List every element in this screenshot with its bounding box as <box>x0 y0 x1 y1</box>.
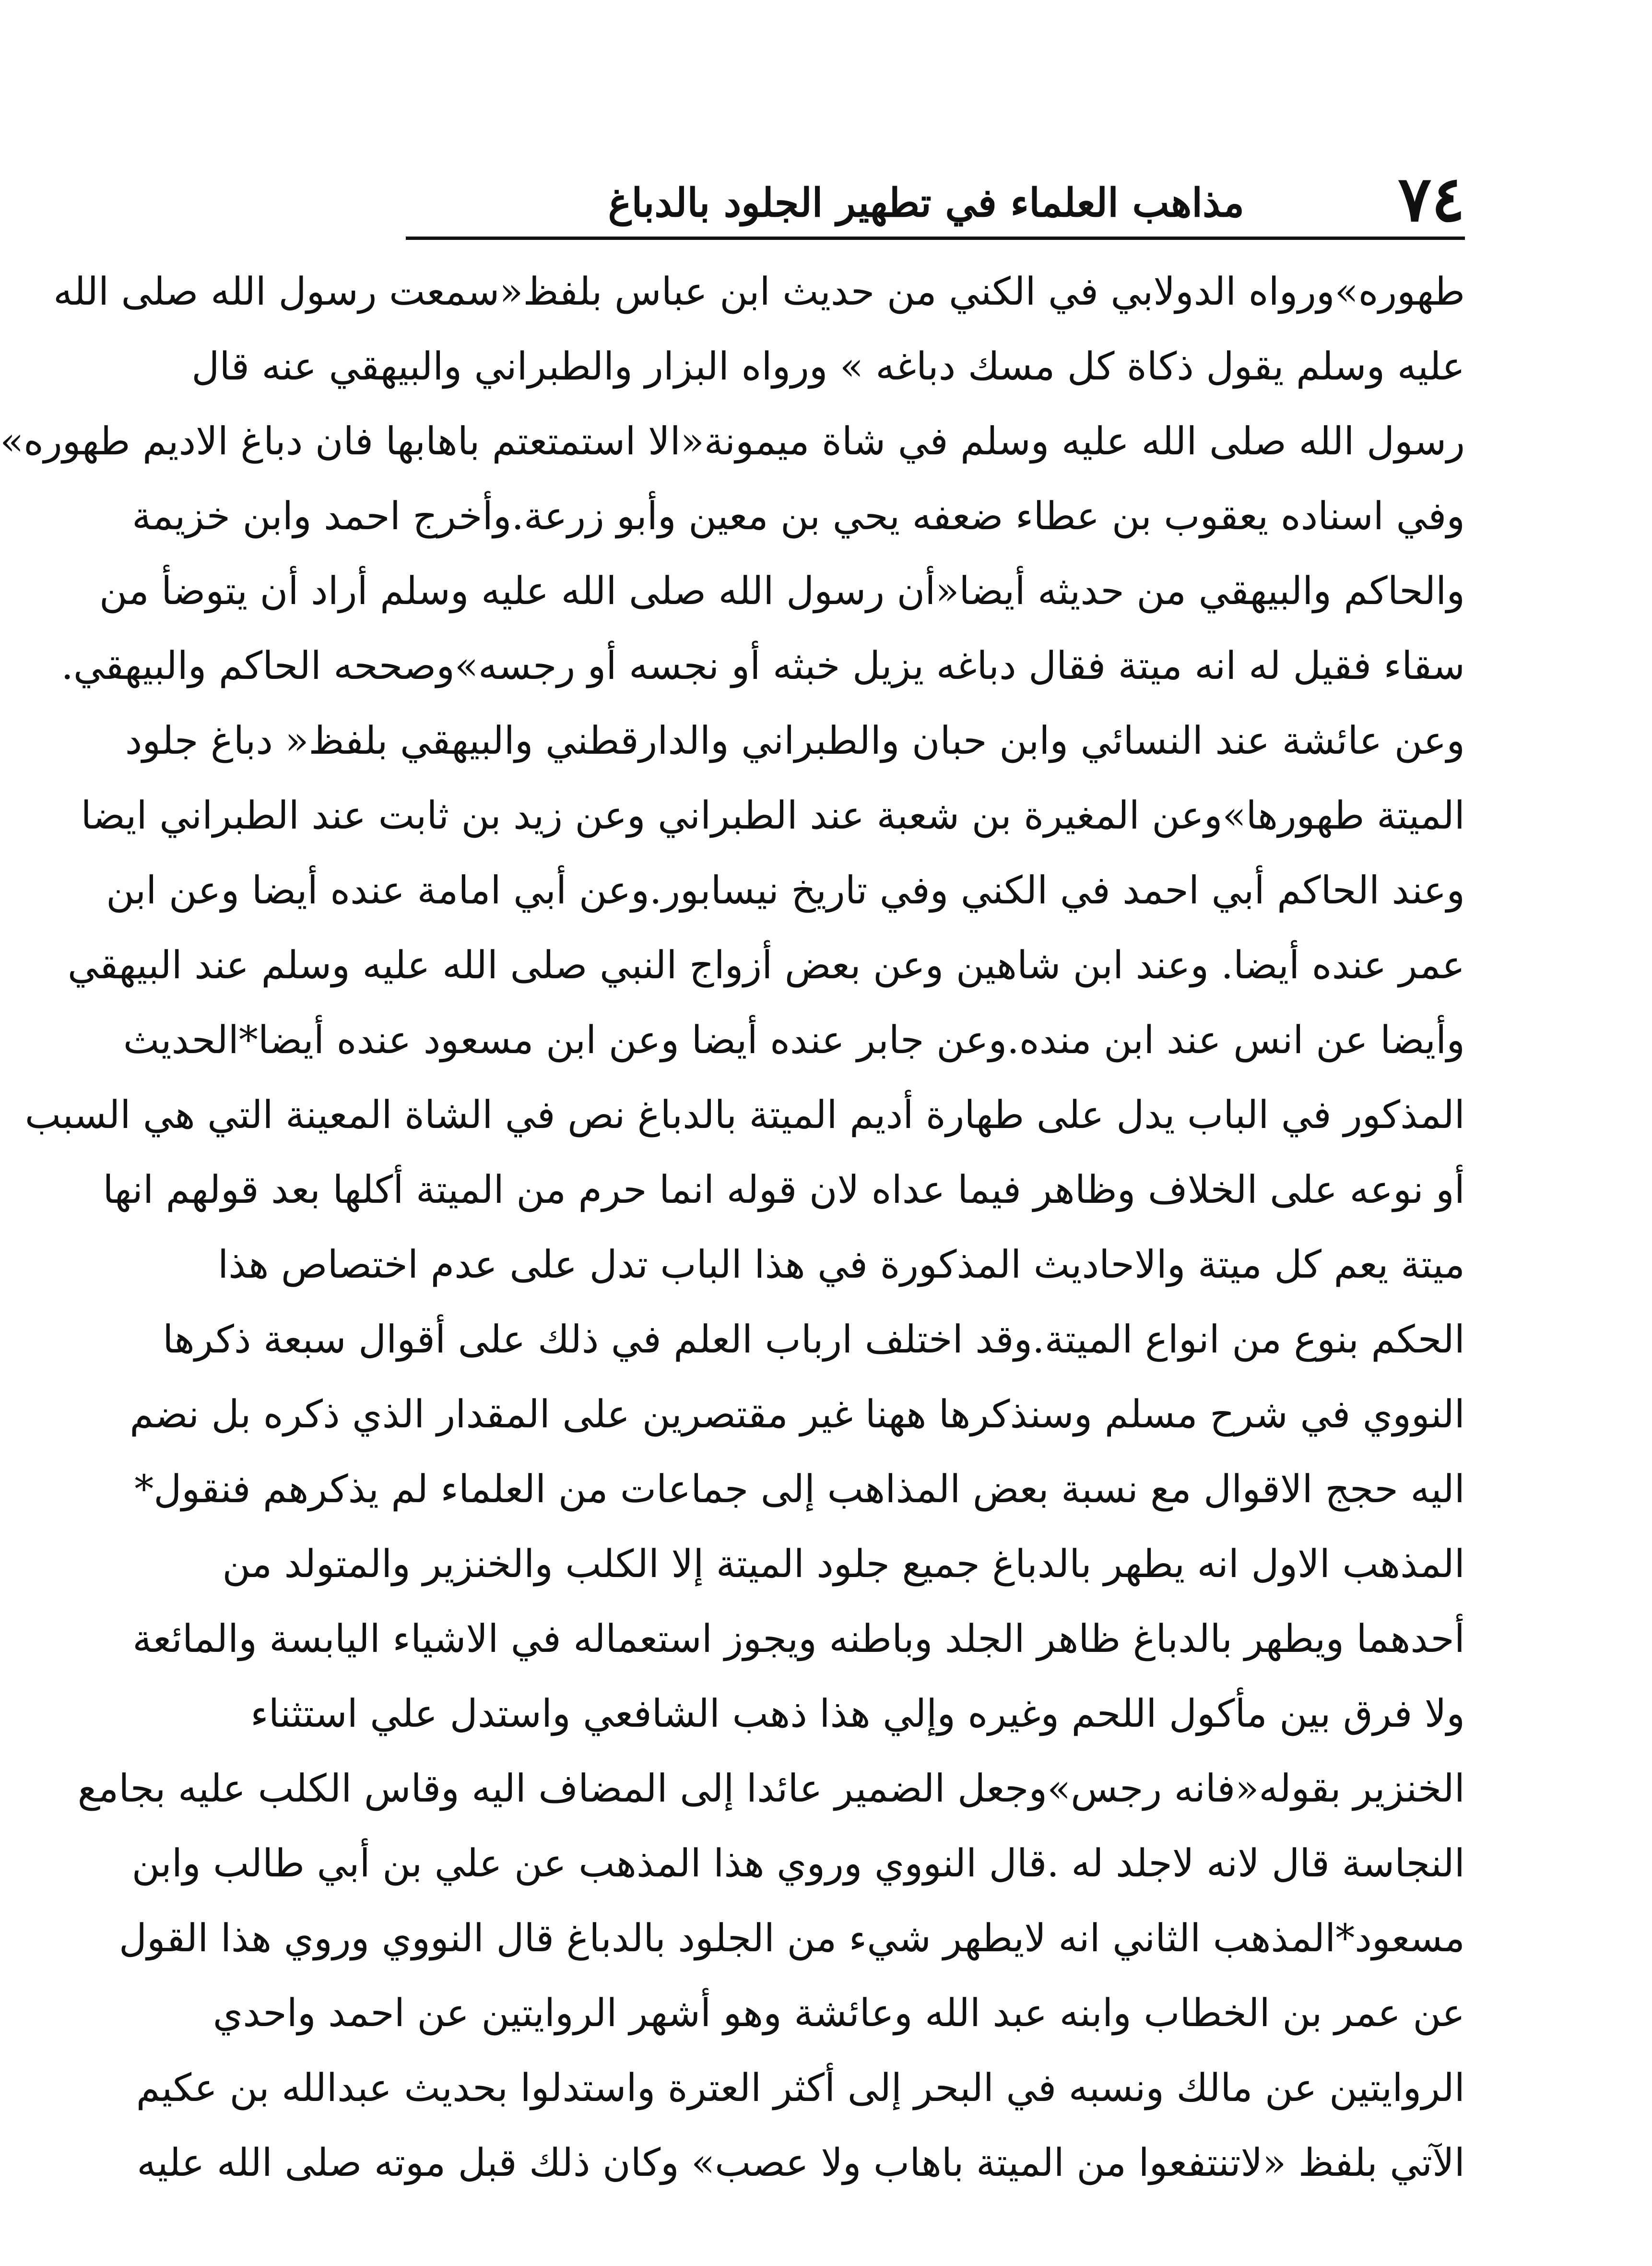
text-line: وفي اسناده يعقوب بن عطاء ضعفه يحي بن معين وأبو زرعة.وأخرج احمد وابن خزيمة <box>132 494 1465 538</box>
text-line: الروايتين عن مالك ونسبه في البحر إلى أكثر العترة واستدلوا بحديث عبدالله بن عكيم <box>136 2065 1465 2110</box>
text-line: سقاء فقيل له انه ميتة فقال دباغه يزيل خبثه أو نجسه أو رجسه»وصححه الحاكم والبيهقي. <box>61 643 1465 688</box>
text-line: رسول الله صلى الله عليه وسلم في شاة ميمونة«الا استمتعتم باهابها فان دباغ الاديم طهوره» <box>0 419 1465 463</box>
text-line: النووي في شرح مسلم وسنذكرها ههنا غير مقتصرين على المقدار الذي ذكره بل نضم <box>130 1392 1465 1436</box>
text-line: المذهب الاول انه يطهر بالدباغ جميع جلود الميتة إلا الكلب والخنزير والمتولد من <box>222 1542 1465 1586</box>
text-line: وعن عائشة عند النسائي وابن حبان والطبراني والدارقطني والبيهقي بلفظ« دباغ جلود <box>125 718 1465 763</box>
text-line: الحكم بنوع من انواع الميتة.وقد اختلف ارباب العلم في ذلك على أقوال سبعة ذكرها <box>163 1317 1465 1362</box>
text-line: والحاكم والبيهقي من حديثه أيضا«أن رسول الله صلى الله عليه وسلم أراد أن يتوضأ من <box>99 569 1465 613</box>
text-line: وعند الحاكم أبي احمد في الكني وفي تاريخ نيسابور.وعن أبي امامة عنده أيضا وعن ابن <box>106 868 1465 913</box>
text-line: طهوره»ورواه الدولابي في الكني من حديث ابن عباس بلفظ«سمعت رسول الله صلى الله <box>53 269 1465 314</box>
text-line: ميتة يعم كل ميتة والاحاديث المذكورة في هذا الباب تدل على عدم اختصاص هذا <box>218 1242 1465 1287</box>
text-line: النجاسة قال لانه لاجلد له .قال النووي وروي هذا المذهب عن علي بن أبي طالب وابن <box>131 1841 1465 1886</box>
page-header <box>406 158 1465 240</box>
text-line: الخنزير بقوله«فانه رجس»وجعل الضمير عائدا إلى المضاف اليه وقاس الكلب عليه بجامع <box>77 1766 1465 1811</box>
text-line: عمر عنده أيضا. وعند ابن شاهين وعن بعض أزواج النبي صلى الله عليه وسلم عند البيهقي <box>67 943 1465 987</box>
header-rule <box>406 237 1465 240</box>
text-line: عن عمر بن الخطاب وابنه عبد الله وعائشة وهو أشهر الروايتين عن احمد واحدي <box>212 1991 1465 2035</box>
text-line: اليه حجج الاقوال مع نسبة بعض المذاهب إلى جماعات من العلماء لم يذكرهم فنقول* <box>134 1467 1465 1511</box>
running-title: مذاهب العلماء في تطهير الجلود بالدباغ <box>608 180 1244 226</box>
body-text <box>0 254 1465 2200</box>
text-line: وأيضا عن انس عند ابن منده.وعن جابر عنده أيضا وعن ابن مسعود عنده أيضا*الحديث <box>123 1018 1465 1062</box>
text-line: عليه وسلم يقول ذكاة كل مسك دباغه » ورواه البزار والطبراني والبيهقي عنه قال <box>191 344 1465 389</box>
text-line: أحدهما ويطهر بالدباغ ظاهر الجلد وباطنه ويجوز استعماله في الاشياء اليابسة والمائعة <box>132 1616 1465 1661</box>
text-line: مسعود*المذهب الثاني انه لايطهر شيء من الجلود بالدباغ قال النووي وروي هذا القول <box>118 1916 1465 1960</box>
text-line: الآتي بلفظ «لاتنتفعوا من الميتة باهاب ولا عصب» وكان ذلك قبل موته صلى الله عليه <box>137 2140 1465 2185</box>
text-line: الميتة طهورها»وعن المغيرة بن شعبة عند الطبراني وعن زيد بن ثابت عند الطبراني ايضا <box>81 793 1465 838</box>
page-number: ٧٤ <box>1398 162 1465 236</box>
text-line: أو نوعه على الخلاف وظاهر فيما عداه لان قوله انما حرم من الميتة أكلها بعد قولهم انها <box>103 1167 1465 1212</box>
text-line: ولا فرق بين مأكول اللحم وغيره وإلي هذا ذهب الشافعي واستدل علي استثناء <box>250 1691 1465 1736</box>
text-line: المذكور في الباب يدل على طهارة أديم الميتة بالدباغ نص في الشاة المعينة التي هي السبب <box>24 1092 1465 1137</box>
